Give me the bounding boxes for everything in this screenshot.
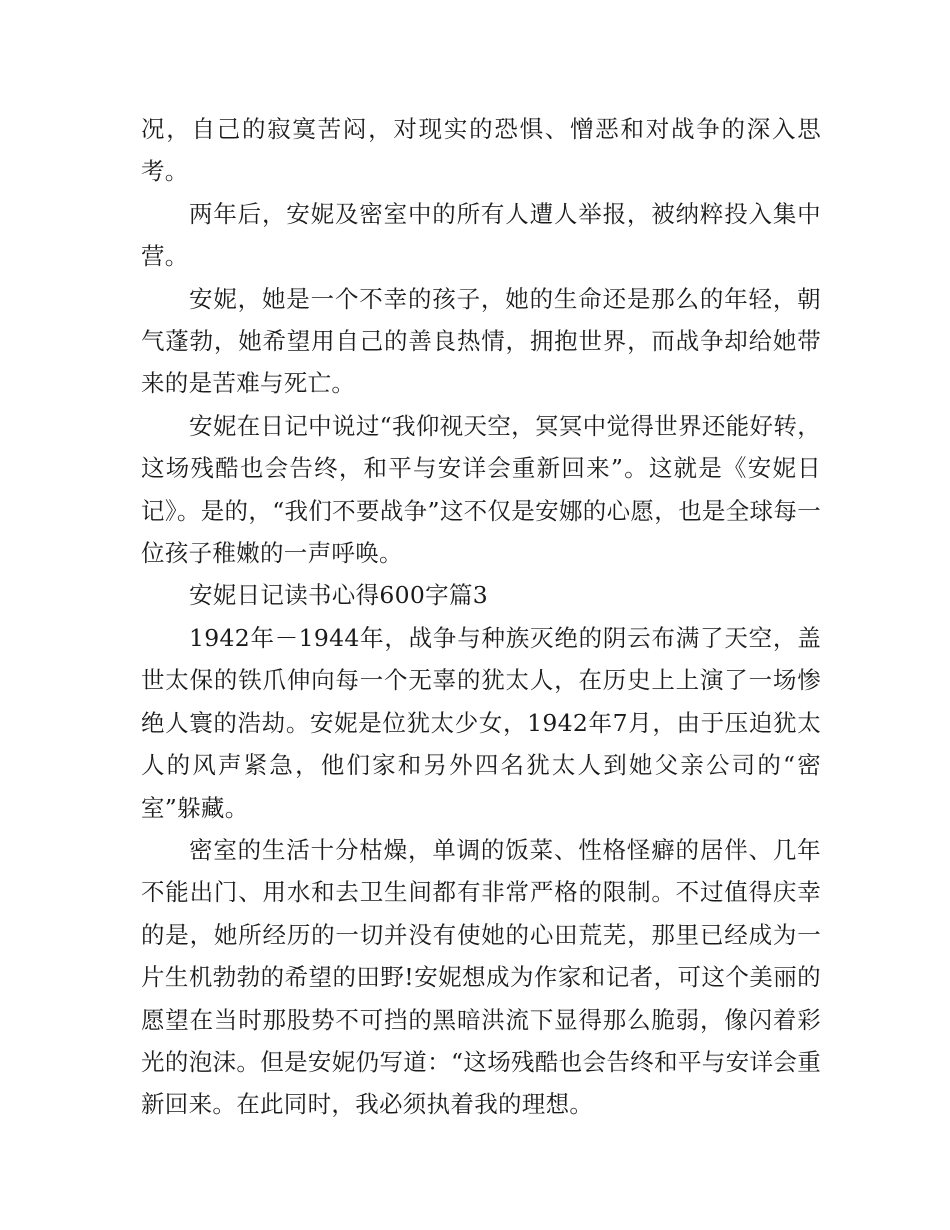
paragraph: 1942年－1944年，战争与种族灭绝的阴云布满了天空，盖世太保的铁爪伸向每一个无辜的犹太人，在历史上上演了一场惨绝人寰的浩劫。安妮是位犹太少女，1942年7月，由于压迫犹太人的风声紧急，他们家和另外四名犹太人到她父亲公司的“密室”躲藏。 bbox=[141, 623, 821, 822]
paragraph: 两年后，安妮及密室中的所有人遭人举报，被纳粹投入集中营。 bbox=[141, 199, 821, 271]
document-body bbox=[141, 108, 821, 1126]
paragraph: 密室的生活十分枯燥，单调的饭菜、性格怪癖的居伴、几年不能出门、用水和去卫生间都有非常严格的限制。不过值得庆幸的是，她所经历的一切并没有使她的心田荒芜，那里已经成为一片生机勃勃的希望的田野!安妮想成为作家和记者，可这个美丽的愿望在当时那股势不可挡的黑暗洪流下显得那么脆弱，像闪着彩光的泡沫。但是安妮仍写道：“这场残酷也会告终和平与安详会重新回来。在此同时，我必须执着我的理想。 bbox=[141, 835, 821, 1119]
section-heading: 安妮日记读书心得600字篇3 bbox=[189, 581, 489, 610]
paragraph: 安妮在日记中说过“我仰视天空，冥冥中觉得世界还能好转，这场残酷也会告终，和平与安详会重新回来”。这就是《安妮日记》。是的，“我们不要战争”这不仅是安娜的心愿，也是全球每一位孩子稚嫩的一声呼唤。 bbox=[141, 411, 821, 568]
paragraph: 安妮，她是一个不幸的孩子，她的生命还是那么的年轻，朝气蓬勃，她希望用自己的善良热情，拥抱世界，而战争却给她带来的是苦难与死亡。 bbox=[141, 284, 821, 398]
paragraph: 况，自己的寂寞苦闷，对现实的恐惧、憎恶和对战争的深入思考。 bbox=[141, 115, 821, 186]
